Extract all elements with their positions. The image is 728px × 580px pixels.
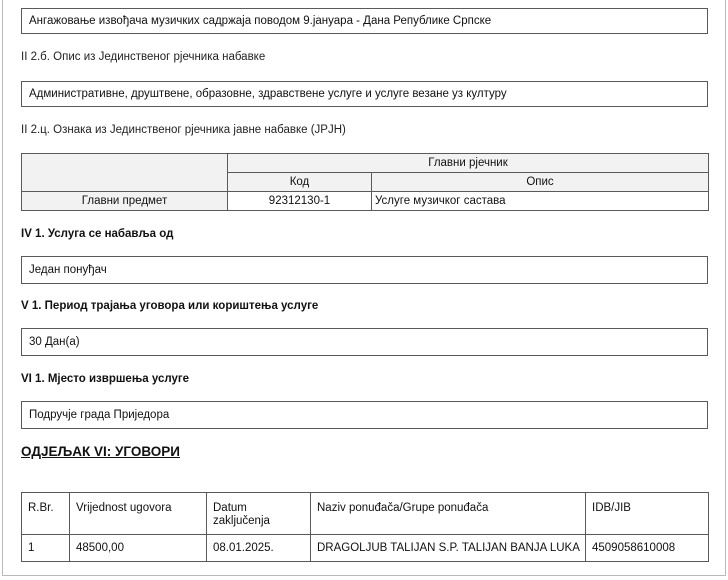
cpv-description-value: Административне, друштвене, образовне, здравствене услуге и услуге везане уз културу	[29, 88, 507, 100]
idb-cell: 4509058610008	[586, 535, 709, 562]
contract-duration-label: V 1. Период трајања уговора или кориштења услуге	[21, 300, 319, 312]
contract-duration-value: 30 Дан(а)	[29, 336, 80, 348]
contract-date-cell: 08.01.2025.	[207, 535, 311, 562]
cpv-desc-value: Услуге музичког састава	[372, 192, 709, 211]
subject-field	[21, 8, 708, 34]
contracts-section-heading: ОДЈЕЉАК VI: УГОВОРИ	[21, 444, 180, 459]
procurement-from-label: IV 1. Услуга се набавља од	[21, 228, 174, 240]
rbr-cell: 1	[22, 535, 70, 562]
cpv-code-header: Код	[228, 173, 372, 192]
service-location-value: Подручје града Приједора	[29, 409, 170, 421]
contracts-header-row	[22, 493, 709, 535]
table-row	[22, 535, 709, 562]
contract-duration-field	[21, 328, 708, 356]
service-location-field	[21, 401, 708, 429]
contracts-table	[21, 492, 709, 562]
cpv-code-table	[21, 153, 709, 211]
bidder-header: Naziv ponuđača/Grupe ponuđača	[311, 493, 586, 535]
cpv-description-label: II 2.б. Опис из Јединственог рјечника набавке	[21, 51, 266, 63]
idb-header: IDB/JIB	[586, 493, 709, 535]
cpv-code-value: 92312130-1	[228, 192, 372, 211]
cpv-code-label: II 2.ц. Ознака из Јединственог рјечника јавне набавке (JPJH)	[21, 124, 346, 136]
cpv-desc-header: Опис	[372, 173, 709, 192]
rbr-header: R.Br.	[22, 493, 70, 535]
contract-value-header: Vrijednost ugovora	[70, 493, 207, 535]
procurement-from-value: Један понуђач	[29, 264, 107, 276]
cpv-row-label: Главни предмет	[22, 192, 228, 211]
cpv-group-header: Главни рјечник	[228, 154, 709, 173]
procurement-from-field	[21, 256, 708, 284]
service-location-label: VI 1. Мјесто извршења услуге	[21, 373, 190, 385]
contract-date-header: Datum zaključenja	[207, 493, 311, 535]
subject-text: Ангажовање извођача музичких садржаја поводом 9.јануара - Дана Републике Српске	[29, 15, 492, 27]
cpv-description-field	[21, 81, 708, 107]
contract-value-cell: 48500,00	[70, 535, 207, 562]
cpv-table-corner-cell	[22, 154, 228, 192]
bidder-cell: DRAGOLJUB TALIJAN S.P. TALIJAN BANJA LUKA	[311, 535, 586, 562]
